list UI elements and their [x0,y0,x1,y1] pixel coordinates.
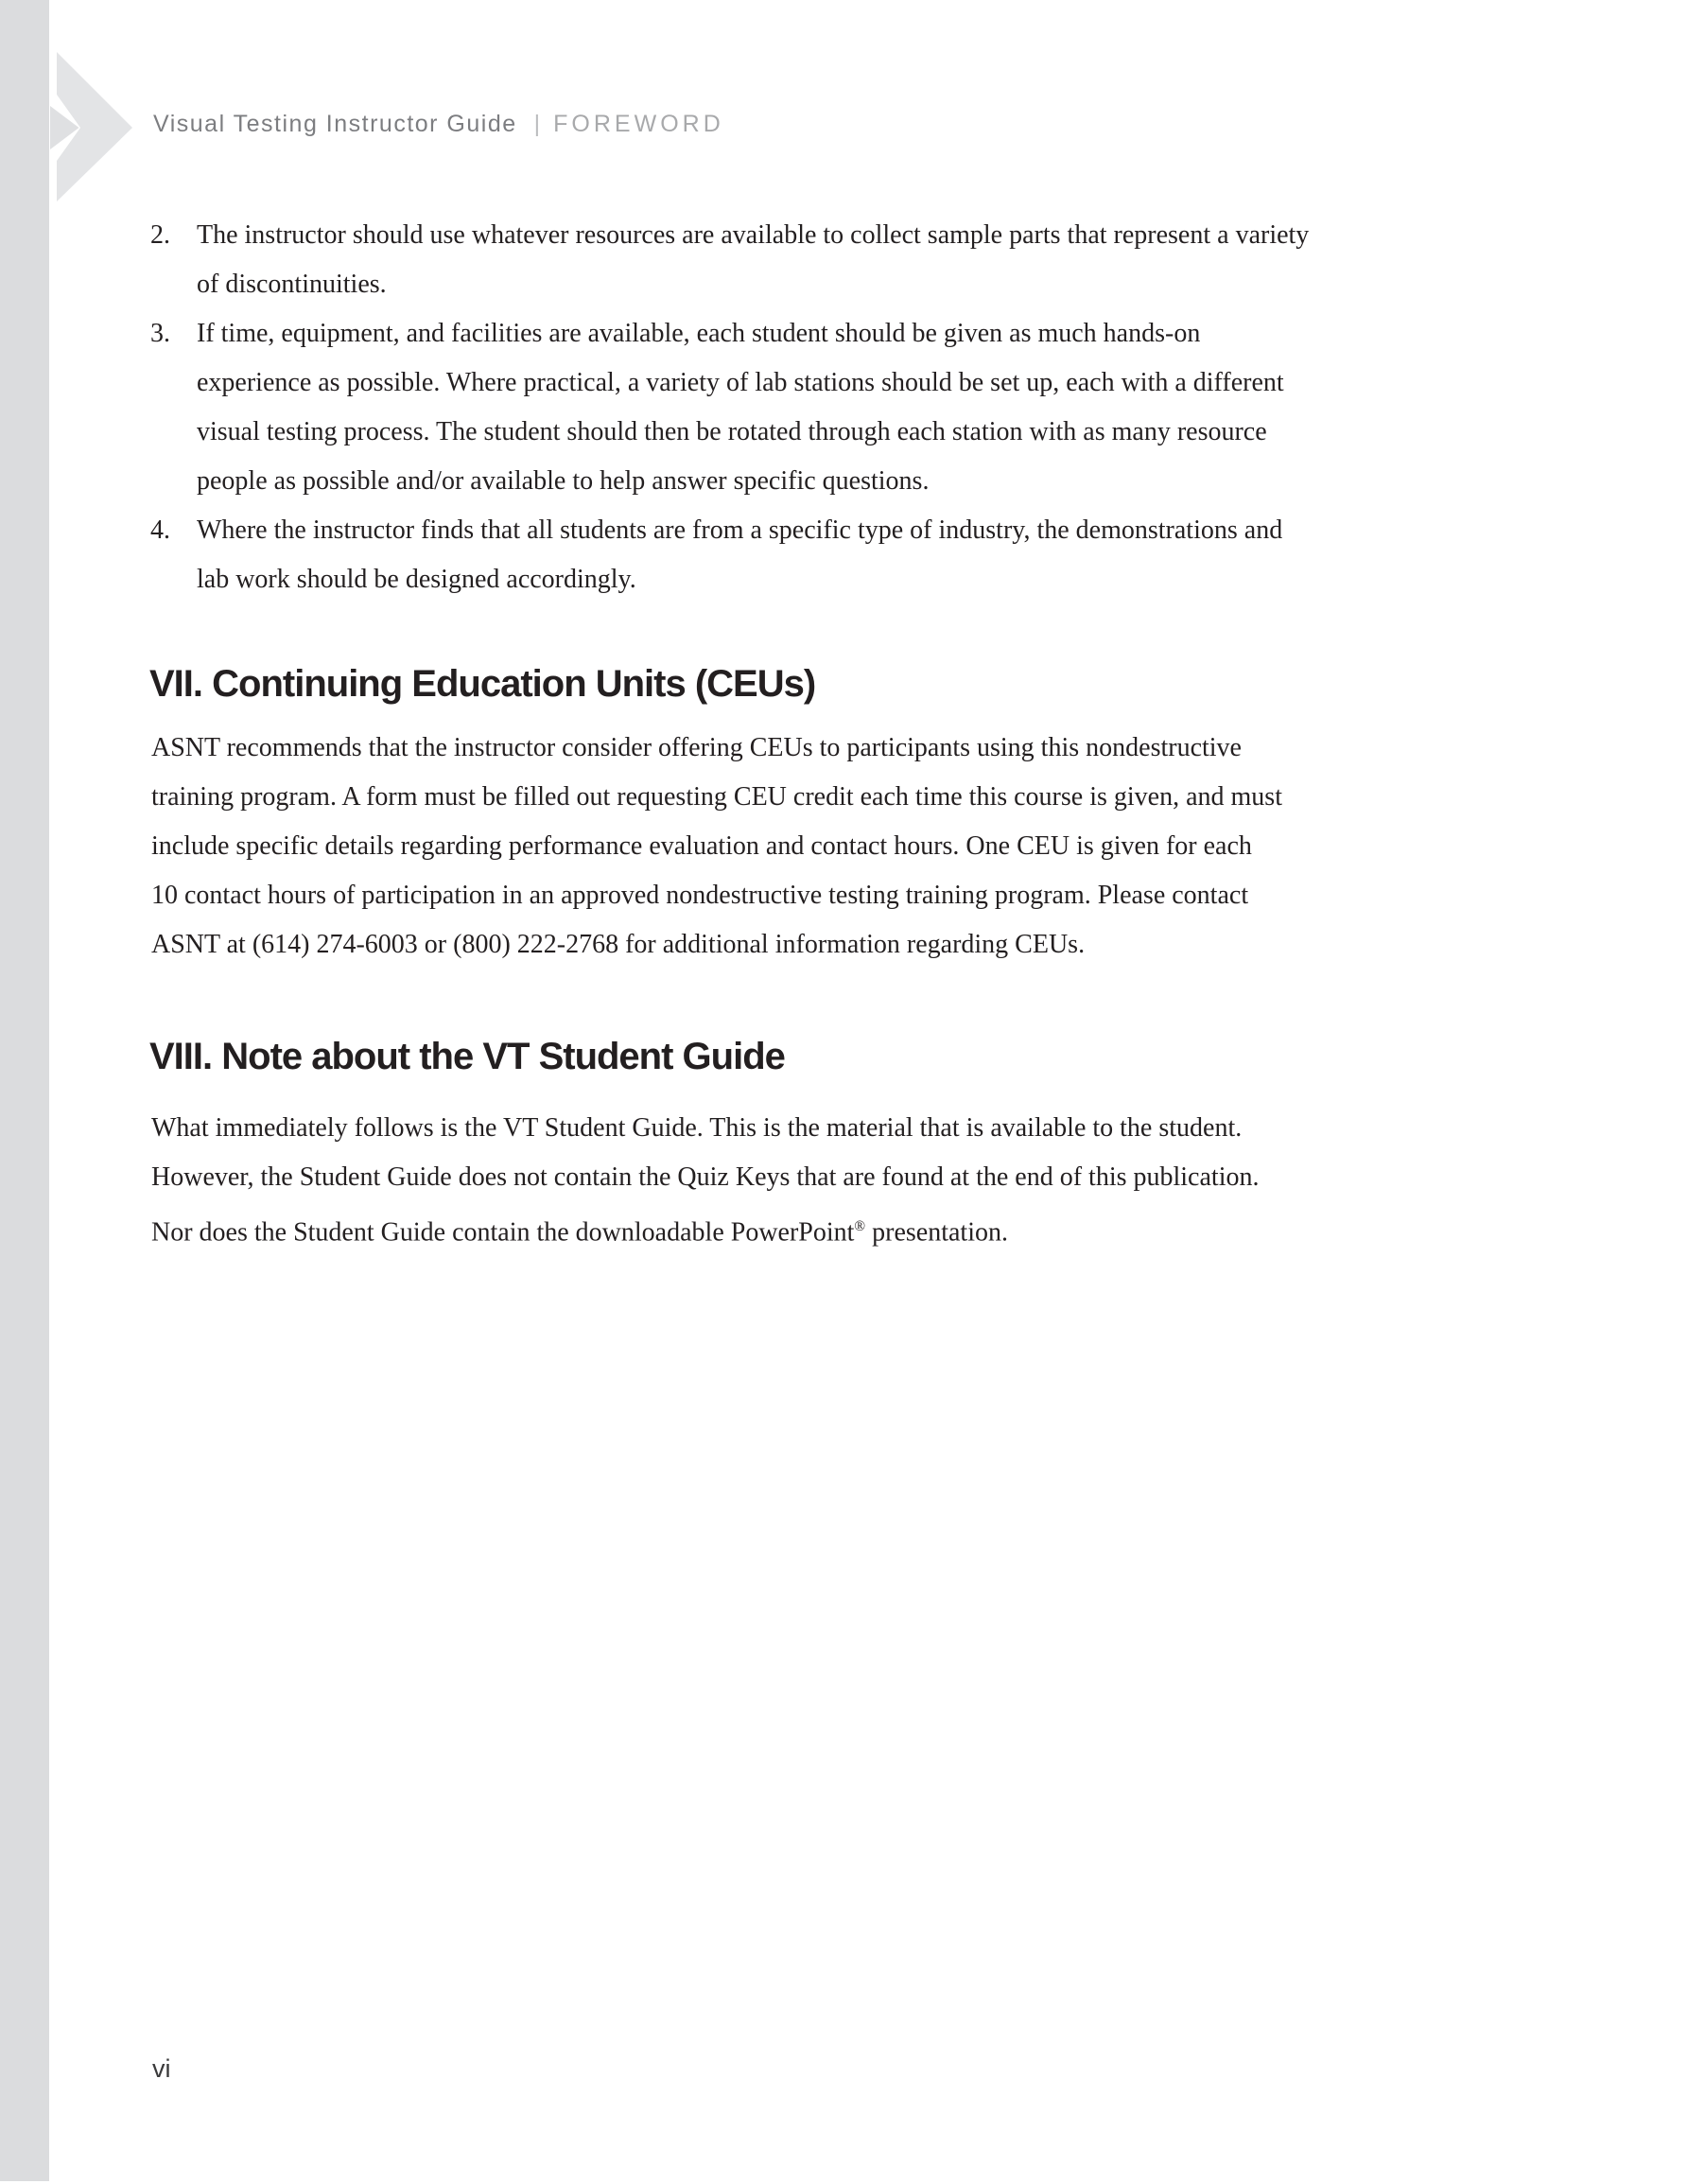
header-separator: | [533,111,541,137]
list-text: Where the instructor finds that all students are from a specific type of industry, the demonstrations and [197,515,1283,545]
list-text: of discontinuities. [197,270,387,299]
page-number: vi [152,2054,171,2083]
paragraph-text: include specific details regarding performance evaluation and contact hours. One CEU is given for each [151,831,1252,861]
list-text: The instructor should use whatever resources are available to collect sample parts that represent a variety [197,220,1310,250]
paragraph-text: ASNT recommends that the instructor consider offering CEUs to participants using this nondestructive [151,733,1242,762]
list-text: experience as possible. Where practical, a variety of lab stations should be set up, each with a different [197,368,1284,397]
list-number: 4. [150,515,170,545]
list-number: 3. [150,319,170,348]
list-item-4-line-2 [0,555,1687,604]
list-item-3-line-3 [0,408,1687,457]
registered-trademark-symbol: ® [854,1218,866,1234]
paragraph-line [0,920,1687,970]
paragraph-line [0,871,1687,920]
section-viii-paragraph [0,1104,1687,1251]
numbered-list [0,211,1687,604]
list-text: lab work should be designed accordingly. [197,565,636,594]
paragraph-text-pre: Nor does the Student Guide contain the downloadable PowerPoint [151,1217,855,1248]
paragraph-text: training program. A form must be filled out requesting CEU credit each time this course is given, and must [151,782,1282,812]
header-section-name: FOREWORD [553,111,724,137]
list-item-4-line-1 [0,506,1687,555]
list-item-2-line-2 [0,260,1687,309]
list-text: visual testing process. The student should then be rotated through each station with as many resource [197,417,1267,446]
section-heading-vii: VII. Continuing Education Units (CEUs) [149,663,816,705]
paragraph-text: What immediately follows is the VT Student Guide. This is the material that is available to the student. [151,1113,1243,1143]
list-text: people as possible and/or available to help answer specific questions. [197,466,930,496]
paragraph-line [0,822,1687,871]
paragraph-text: 10 contact hours of participation in an approved nondestructive testing training program. Please contact [151,881,1249,910]
list-text: If time, equipment, and facilities are available, each student should be given as much hands-on [197,319,1201,348]
list-item-3-line-4 [0,457,1687,506]
header-book-title: Visual Testing Instructor Guide [153,111,517,137]
section-vii-paragraph [0,724,1687,970]
list-item-3-line-1 [0,309,1687,358]
paragraph-line [0,1153,1687,1202]
list-item-3-line-2 [0,358,1687,408]
running-header [153,110,724,138]
list-item-2-line-1 [0,211,1687,260]
paragraph-text-post: presentation. [865,1217,1008,1248]
list-number: 2. [150,220,170,250]
paragraph-text [151,1202,1008,1257]
paragraph-text: However, the Student Guide does not contain the Quiz Keys that are found at the end of this publication. [151,1162,1260,1192]
paragraph-line [0,1202,1687,1251]
paragraph-line [0,773,1687,822]
paragraph-line [0,724,1687,773]
paragraph-text: ASNT at (614) 274-6003 or (800) 222-2768 for additional information regarding CEUs. [151,930,1086,959]
paragraph-line [0,1104,1687,1153]
chevron-right-icon [0,0,151,218]
section-heading-viii: VIII. Note about the VT Student Guide [149,1036,785,1077]
